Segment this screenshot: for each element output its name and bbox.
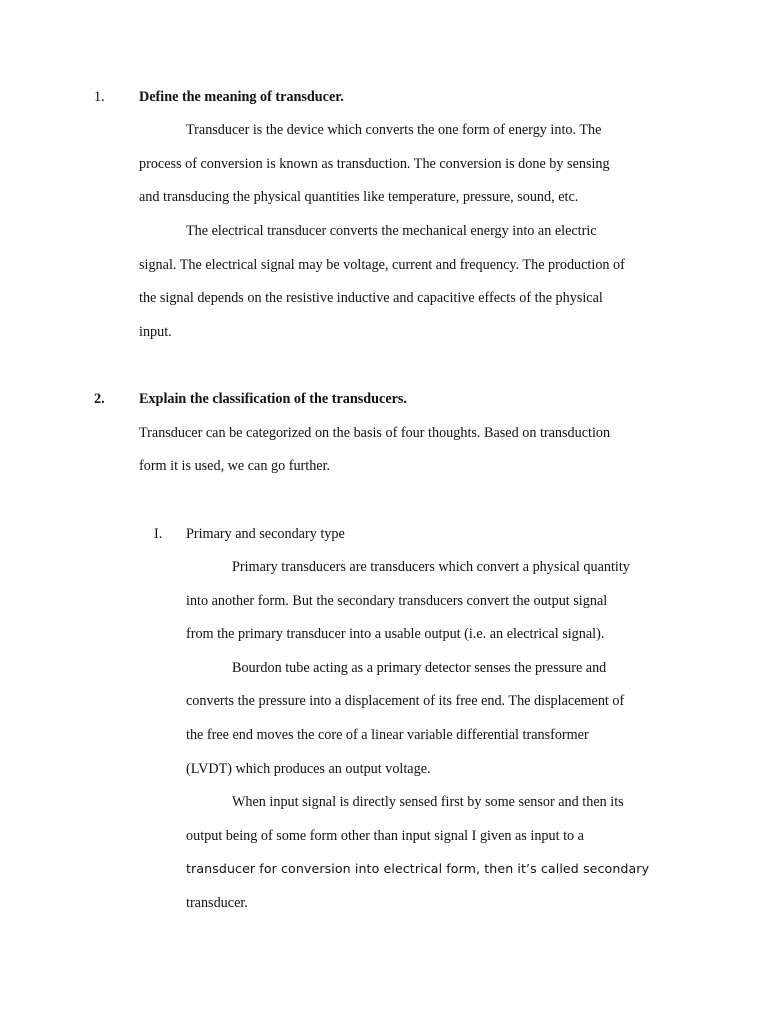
question-2-title: Explain the classification of the transducers. xyxy=(139,391,407,407)
q1-paragraph-1-line-2: process of conversion is known as transduction. The conversion is done by sensing xyxy=(139,156,610,172)
q1-paragraph-2-line-2: signal. The electrical signal may be voltage, current and frequency. The production of xyxy=(139,257,625,273)
question-1-title: Define the meaning of transducer. xyxy=(139,89,344,105)
sub-paragraph-2-line-3: the free end moves the core of a linear variable differential transformer xyxy=(186,727,589,743)
q1-paragraph-2-line-1: The electrical transducer converts the mechanical energy into an electric xyxy=(186,223,597,239)
q1-paragraph-1-line-3: and transducing the physical quantities like temperature, pressure, sound, etc. xyxy=(139,189,579,205)
sub-paragraph-2-line-4: (LVDT) which produces an output voltage. xyxy=(186,761,431,777)
sub-paragraph-1-line-1: Primary transducers are transducers which convert a physical quantity xyxy=(232,559,630,575)
sub-paragraph-2-line-1: Bourdon tube acting as a primary detector senses the pressure and xyxy=(232,660,607,676)
q2-paragraph-line-2: form it is used, we can go further. xyxy=(139,458,331,474)
sub-paragraph-3-line-2: output being of some form other than input signal I given as input to a xyxy=(186,828,584,844)
question-1-number: 1. xyxy=(94,89,105,105)
q1-paragraph-2-line-3: the signal depends on the resistive inductive and capacitive effects of the physical xyxy=(139,290,603,306)
q1-paragraph-2-line-4: input. xyxy=(139,324,172,340)
question-2-number: 2. xyxy=(94,391,105,407)
sub-paragraph-3-line-1: When input signal is directly sensed first by some sensor and then its xyxy=(232,794,624,810)
subsection-1-title: Primary and secondary type xyxy=(186,526,345,542)
sub-paragraph-1-line-2: into another form. But the secondary transducers convert the output signal xyxy=(186,593,608,609)
sub-paragraph-3-line-4: transducer. xyxy=(186,895,248,911)
sub-paragraph-2-line-2: converts the pressure into a displacement of its free end. The displacement of xyxy=(186,693,625,709)
sub-paragraph-1-line-3: from the primary transducer into a usable output (i.e. an electrical signal). xyxy=(186,626,605,642)
q1-paragraph-1-line-1: Transducer is the device which converts the one form of energy into. The xyxy=(186,122,602,138)
sub-paragraph-3-line-3: transducer for conversion into electrical form, then it’s called secondary xyxy=(186,861,650,876)
q2-paragraph-line-1: Transducer can be categorized on the basis of four thoughts. Based on transduction xyxy=(139,425,611,441)
subsection-1-number: I. xyxy=(154,526,163,542)
